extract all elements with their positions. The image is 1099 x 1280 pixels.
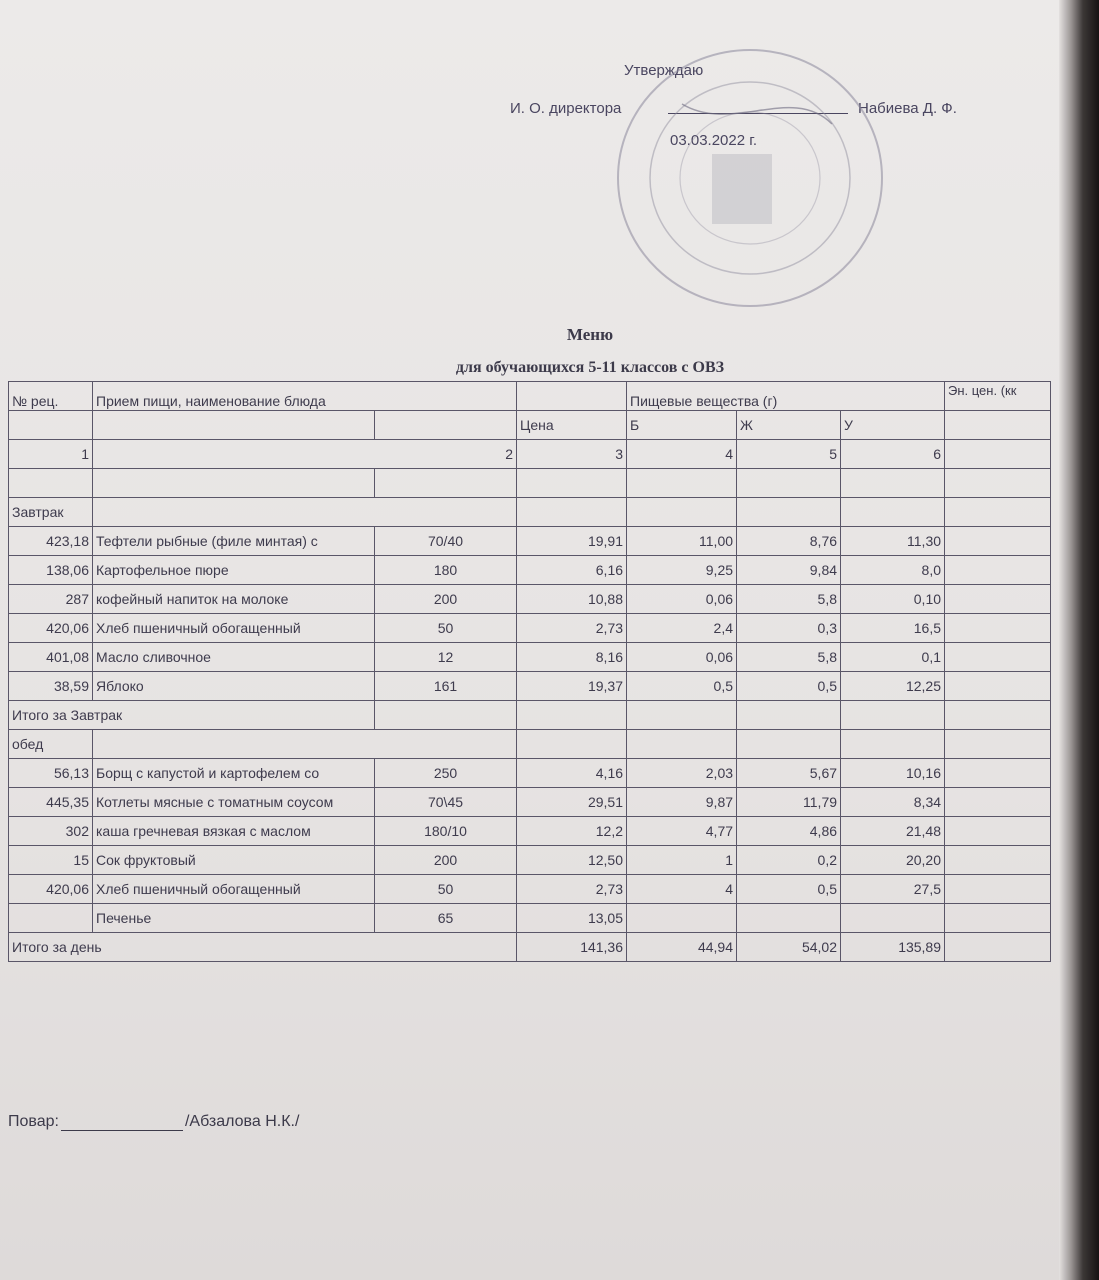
dish-name: Хлеб пшеничный обогащенный xyxy=(93,614,375,643)
dish-weight: 70\45 xyxy=(375,788,517,817)
carb-value: 20,20 xyxy=(841,846,945,875)
day-total-u: 135,89 xyxy=(841,933,945,962)
recipe-number: 38,59 xyxy=(9,672,93,701)
dish-weight: 50 xyxy=(375,875,517,904)
dish-weight: 12 xyxy=(375,643,517,672)
fat-value: 11,79 xyxy=(737,788,841,817)
approval-position: И. О. директора xyxy=(510,100,622,117)
dish-weight: 50 xyxy=(375,614,517,643)
carb-value: 16,5 xyxy=(841,614,945,643)
dish-name: Масло сливочное xyxy=(93,643,375,672)
col-number: 2 xyxy=(93,440,517,469)
carb-value: 0,10 xyxy=(841,585,945,614)
fat-value: 0,5 xyxy=(737,672,841,701)
dish-weight: 200 xyxy=(375,585,517,614)
carb-value: 0,1 xyxy=(841,643,945,672)
recipe-number xyxy=(9,904,93,933)
recipe-number: 287 xyxy=(9,585,93,614)
dish-price: 19,37 xyxy=(517,672,627,701)
column-number-row xyxy=(9,440,1051,469)
dish-weight: 200 xyxy=(375,846,517,875)
fat-value: 4,86 xyxy=(737,817,841,846)
dish-weight: 65 xyxy=(375,904,517,933)
cook-signature xyxy=(8,1112,299,1131)
protein-value: 11,00 xyxy=(627,527,737,556)
col-number: 1 xyxy=(9,440,93,469)
table-row xyxy=(9,585,1051,614)
protein-value: 4,77 xyxy=(627,817,737,846)
recipe-number: 445,35 xyxy=(9,788,93,817)
protein-value: 2,4 xyxy=(627,614,737,643)
col-number: 5 xyxy=(737,440,841,469)
col-number: 4 xyxy=(627,440,737,469)
section-lunch-row xyxy=(9,730,1051,759)
fat-value: 5,8 xyxy=(737,585,841,614)
carb-value: 8,0 xyxy=(841,556,945,585)
dish-name: каша гречневая вязкая с маслом xyxy=(93,817,375,846)
dish-weight: 180/10 xyxy=(375,817,517,846)
title-block xyxy=(360,325,820,377)
dish-weight: 70/40 xyxy=(375,527,517,556)
dish-weight: 180 xyxy=(375,556,517,585)
protein-value: 9,25 xyxy=(627,556,737,585)
section-label: обед xyxy=(9,730,93,759)
lunch-rows xyxy=(9,759,1051,933)
fat-value: 8,76 xyxy=(737,527,841,556)
recipe-number: 401,08 xyxy=(9,643,93,672)
dish-name: Сок фруктовый xyxy=(93,846,375,875)
fat-value: 0,2 xyxy=(737,846,841,875)
section-breakfast-row xyxy=(9,498,1051,527)
header-zh: Ж xyxy=(737,411,841,440)
col-number: 3 xyxy=(517,440,627,469)
carb-value: 21,48 xyxy=(841,817,945,846)
dish-name: Яблоко xyxy=(93,672,375,701)
cook-name: /Абзалова Н.К./ xyxy=(184,1113,300,1130)
table-row xyxy=(9,643,1051,672)
dish-weight: 161 xyxy=(375,672,517,701)
fat-value xyxy=(737,904,841,933)
subheader-row xyxy=(9,411,1051,440)
dish-price: 6,16 xyxy=(517,556,627,585)
protein-value: 1 xyxy=(627,846,737,875)
protein-value: 9,87 xyxy=(627,788,737,817)
dish-price: 2,73 xyxy=(517,614,627,643)
table-row xyxy=(9,817,1051,846)
carb-value xyxy=(841,904,945,933)
dish-name: Тефтели рыбные (филе минтая) с xyxy=(93,527,375,556)
table-row xyxy=(9,556,1051,585)
carb-value: 8,34 xyxy=(841,788,945,817)
table-row xyxy=(9,759,1051,788)
dish-name: Борщ с капустой и картофелем со xyxy=(93,759,375,788)
round-seal-stamp xyxy=(612,44,888,312)
day-total-zh: 54,02 xyxy=(737,933,841,962)
fat-value: 5,8 xyxy=(737,643,841,672)
section-label: Итого за Завтрак xyxy=(9,701,375,730)
header-dish-name: Прием пищи, наименование блюда xyxy=(93,382,517,411)
header-b: Б xyxy=(627,411,737,440)
header-u: У xyxy=(841,411,945,440)
recipe-number: 302 xyxy=(9,817,93,846)
header-recipe-number: № рец. xyxy=(9,382,93,411)
protein-value: 4 xyxy=(627,875,737,904)
table-row xyxy=(9,904,1051,933)
approval-name: Набиева Д. Ф. xyxy=(858,100,957,117)
dish-price: 10,88 xyxy=(517,585,627,614)
page-shadow-edge xyxy=(1059,0,1099,1280)
menu-subtitle: для обучающихся 5-11 классов с ОВЗ xyxy=(455,359,725,376)
dish-price: 8,16 xyxy=(517,643,627,672)
recipe-number: 15 xyxy=(9,846,93,875)
dish-name: Хлеб пшеничный обогащенный xyxy=(93,875,375,904)
approval-date: 03.03.2022 г. xyxy=(670,132,758,149)
dish-name: Котлеты мясные с томатным соусом xyxy=(93,788,375,817)
dish-name: Картофельное пюре xyxy=(93,556,375,585)
carb-value: 27,5 xyxy=(841,875,945,904)
protein-value xyxy=(627,904,737,933)
table-row xyxy=(9,846,1051,875)
table-row xyxy=(9,875,1051,904)
header-price: Цена xyxy=(517,411,627,440)
recipe-number: 420,06 xyxy=(9,614,93,643)
col-number: 6 xyxy=(841,440,945,469)
dish-price: 12,50 xyxy=(517,846,627,875)
recipe-number: 420,06 xyxy=(9,875,93,904)
cook-role: Повар: xyxy=(8,1113,59,1130)
carb-value: 10,16 xyxy=(841,759,945,788)
dish-name: кофейный напиток на молоке xyxy=(93,585,375,614)
table-row xyxy=(9,788,1051,817)
dish-price: 19,91 xyxy=(517,527,627,556)
dish-price: 4,16 xyxy=(517,759,627,788)
dish-price: 13,05 xyxy=(517,904,627,933)
fat-value: 9,84 xyxy=(737,556,841,585)
fat-value: 5,67 xyxy=(737,759,841,788)
menu-title: Меню xyxy=(566,325,614,344)
dish-price: 12,2 xyxy=(517,817,627,846)
protein-value: 0,06 xyxy=(627,643,737,672)
carb-value: 12,25 xyxy=(841,672,945,701)
section-label: Завтрак xyxy=(9,498,93,527)
carb-value: 11,30 xyxy=(841,527,945,556)
table-row xyxy=(9,614,1051,643)
recipe-number: 423,18 xyxy=(9,527,93,556)
fat-value: 0,5 xyxy=(737,875,841,904)
approval-heading: Утверждаю xyxy=(624,62,704,79)
recipe-number: 56,13 xyxy=(9,759,93,788)
dish-price: 29,51 xyxy=(517,788,627,817)
header-energy: Эн. цен. (кк xyxy=(945,382,1051,411)
day-total-price: 141,36 xyxy=(517,933,627,962)
header-row xyxy=(9,382,1051,411)
menu-table xyxy=(8,381,1051,962)
day-total-b: 44,94 xyxy=(627,933,737,962)
table-row xyxy=(9,527,1051,556)
protein-value: 2,03 xyxy=(627,759,737,788)
header-nutrients: Пищевые вещества (г) xyxy=(627,382,945,411)
protein-value: 0,5 xyxy=(627,672,737,701)
section-label: Итого за день xyxy=(9,933,517,962)
recipe-number: 138,06 xyxy=(9,556,93,585)
dish-weight: 250 xyxy=(375,759,517,788)
table-row xyxy=(9,672,1051,701)
signature-line xyxy=(61,1112,183,1131)
day-total-row xyxy=(9,933,1051,962)
dish-name: Печенье xyxy=(93,904,375,933)
breakfast-total-row xyxy=(9,701,1051,730)
breakfast-rows xyxy=(9,527,1051,701)
protein-value: 0,06 xyxy=(627,585,737,614)
empty-row xyxy=(9,469,1051,498)
dish-price: 2,73 xyxy=(517,875,627,904)
fat-value: 0,3 xyxy=(737,614,841,643)
